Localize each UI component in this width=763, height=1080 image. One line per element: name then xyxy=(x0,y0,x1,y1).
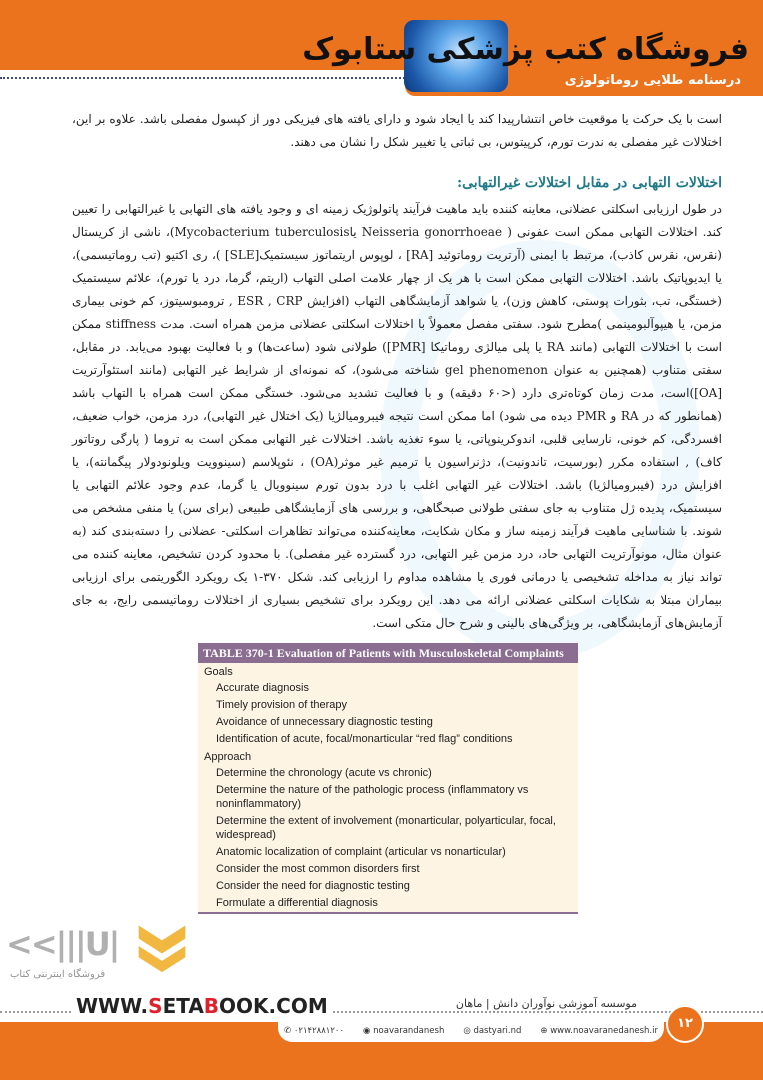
site-b: B xyxy=(203,994,220,1018)
table-title: TABLE 370-1 Evaluation of Patients with Musculoskeletal Complaints xyxy=(198,643,578,663)
table-item: Determine the extent of involvement (monarticular, polyarticular, focal, widespread) xyxy=(216,815,556,841)
main-paragraph: در طول ارزیابی اسکلتی عضلانی، معاینه کننده باید ماهیت فرآیند پاتولوژیک زمینه ای و وجود یافته های التهابی یا غیرالتهابی را تعیین کند. اختلالات التهابی ممکن است عفونی ( Neisseria gonorrhoeae یاMycobacterium tuberculosis)، ناشی از کریستال (نقرس، نقرس کاذب)، مرتبط با ایمنی (آرتریت روماتوئید [RA] ، لوپوس اریتماتوز سیستمیک[SLE] )، ری اکتیو (تب روماتیسمی)، یا ایدیوپاتیک باشد. اختلالات التهابی ممکن است با هر یک از چهار علامت اصلی التهاب (اریتم، گرما، درد یا تورم)، علائم سیستمیک (خستگی، تب، بثورات پوستی، کاهش وزن)، یا شواهد آزمایشگاهی التهاب (افزایش ESR , CRP , ترومبوسیتوز، کم خونی بیماری مزمن، یا هیپوآلبومینمی )مطرح شود. سفتی مفصل معمولاً با اختلالات اسکلتی عضلانی مزمن همراه است. مدت stiffness ممکن است با اختلالات التهابی (مانند RA یا پلی میالژی روماتیکا [PMR]) طولانی شود (ساعت‌ها) و با فعالیت بهبود می‌یابد. در مقابل، سفتی متناوب (همچنین به عنوان gel phenomenon شناخته می‌شود)، که نمونه‌ای از شرایط غیر التهابی (مانند استئوآرتریت [OA])است، مدت زمان کوتاه‌تری دارد (<۶۰ دقیقه) و با فعالیت تشدید می‌شود. خستگی ممکن است همراه با التهاب باشد (همانطور که در RA و PMR دیده می شود) اما ممکن است نتیجه فیبرومیالژیا (یک اختلال غیر التهابی)، درد مزمن، خواب ضعیف، افسردگی، کم خونی، نارسایی قلبی، اندوکرینوپاتی، یا سوء تغذیه باشد. اختلالات غیر التهابی ممکن است به تروما ( پارگی روتاتور کاف) , استفاده مکرر (بورسیت، تاندونیت)، دژنراسیون یا ترمیم غیر موثر(OA) ، نئوپلاسم (سینوویت ویلونودولار پیگمانته)، یا افزایش درد (فیبرومیالژیا) باشد. اختلالات غیر التهابی اغلب با درد بدون تورم سینوویال یا گرما، عدم وجود علائم التهابی یا سیستمیک، پدیده ژل متناوب به جای سفتی طولانی صبحگاهی، و بررسی های آزمایشگاهی طبیعی (برای سن) یا منفی مشخص می شوند. با شناسایی ماهیت فرآیند زمینه ساز و مکان شکایت، معاینه‌کننده می‌تواند تظاهرات اسکلتی- عضلانی را دسته‌بندی کند (به عنوان مثال، مونوآرتریت التهابی حاد، درد مزمن غیر التهابی، درد گسترده غیر مفصلی). با محدود کردن تشخیص، معاینه کننده می تواند نیاز به مداخله تشخیصی یا درمانی فوری یا مشاهده مداوم را ارزیابی کند. شکل ۳۷۰-۱ یک رویکرد الگوریتمی برای ارزیابی بیماران مبتلا به شکایات اسکلتی عضلانی ارائه می دهد. این رویکرد برای تشخیص بسیاری از اختلالات روماتیسمی رایج، به جای آزمایش‌های آزمایشگاهی، بر ویژگی‌های بالینی و شرح حال متکی است. xyxy=(72,202,723,630)
table-item: Anatomic localization of complaint (articular vs nonarticular) xyxy=(216,846,506,858)
site-eta: ETA xyxy=(162,994,204,1018)
table-item: Avoidance of unnecessary diagnostic testing xyxy=(216,716,433,728)
section-heading: اختلالات التهابی در مقابل اختلالات غیرالتهابی: xyxy=(456,175,722,191)
intro-paragraph: است با یک حرکت یا موقعیت خاص انتشارپیدا کند یا ایجاد شود و دارای یافته های فیزیکی دور از کپسول مفصلی باشد. علاوه بر این، اختلالات غیر مفصلی به ندرت تورم، کرپیتوس، بی ثباتی یا تغییر شکل را نشان می دهند. xyxy=(72,112,722,149)
website-contact[interactable]: ⊕ www.noavaranedanesh.ir xyxy=(540,1026,658,1036)
table-item: Consider the most common disorders first xyxy=(216,863,420,875)
logo-wordmark: <<|||U| xyxy=(6,925,119,963)
footer-website-link[interactable] xyxy=(72,994,332,1018)
site-prefix: WWW. xyxy=(76,994,149,1018)
setabook-watermark-logo xyxy=(6,918,192,988)
table-item: Identification of acute, focal/monarticular “red flag” conditions xyxy=(216,733,513,745)
store-title: فروشگاه کتب پزشکی ستابوک xyxy=(302,32,749,67)
page-content xyxy=(72,108,722,914)
instagram-contact[interactable]: ◎ dastyari.nd xyxy=(463,1026,522,1036)
table-section-heading: Approach xyxy=(204,751,252,763)
table-item: Accurate diagnosis xyxy=(216,682,309,694)
table-item: Formulate a differential diagnosis xyxy=(216,897,378,909)
logo-chevron-icon xyxy=(134,918,190,974)
footer-contacts xyxy=(284,1025,658,1037)
page-number: ۱۲ xyxy=(666,1005,704,1043)
telegram-contact[interactable]: ◉ noavarandanesh xyxy=(363,1026,445,1036)
header-subtitle: درسنامه طلایی روماتولوژی xyxy=(564,73,741,88)
table-item: Determine the chronology (acute vs chronic) xyxy=(216,767,432,779)
evaluation-table xyxy=(198,643,578,914)
institute-name: موسسه آموزشی نوآوران دانش | ماهان xyxy=(452,997,641,1011)
site-rest: OOK.COM xyxy=(219,994,328,1018)
site-s: S xyxy=(148,994,163,1018)
table-section-heading: Goals xyxy=(204,666,233,678)
table-item: Consider the need for diagnostic testing xyxy=(216,880,410,892)
logo-subtitle: فروشگاه اینترنتی کتاب xyxy=(10,969,106,980)
table-item: Timely provision of therapy xyxy=(216,699,348,711)
header-divider xyxy=(0,77,405,79)
table-item: Determine the nature of the pathologic process (inflammatory vs noninflammatory) xyxy=(216,784,529,810)
phone-contact: ✆ ۰۲۱۴۲۸۸۱۲۰۰ xyxy=(284,1026,345,1036)
